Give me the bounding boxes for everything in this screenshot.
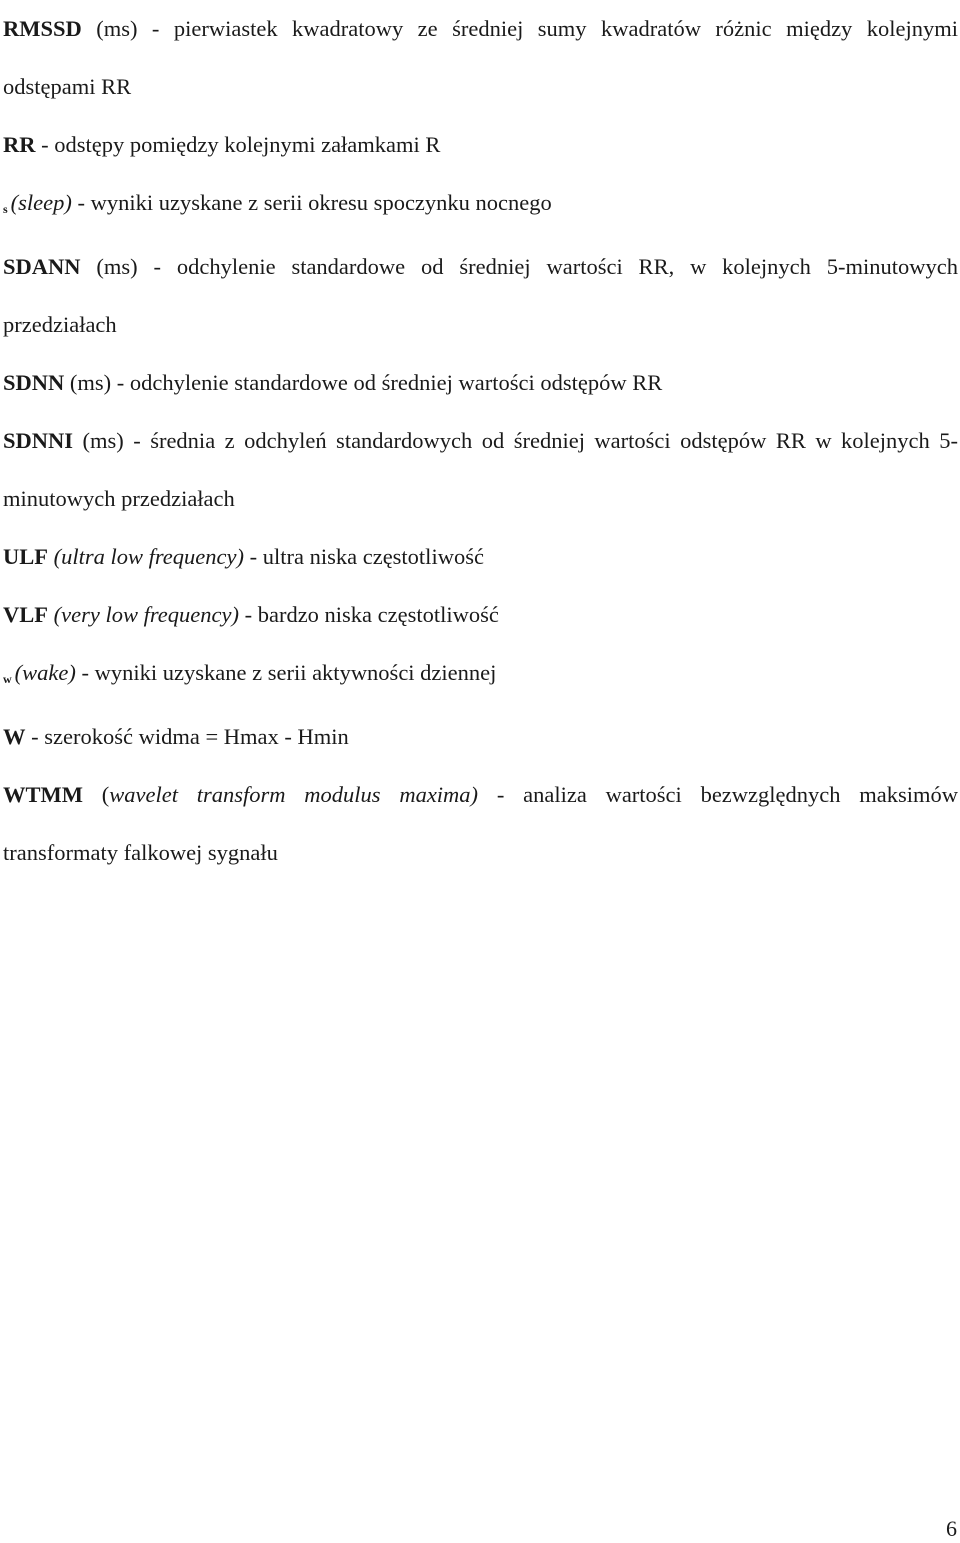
glossary-entry-wtmm xyxy=(3,766,958,882)
glossary-subscript: w xyxy=(3,672,12,686)
glossary-term: W xyxy=(3,724,26,749)
glossary-definition: - ultra niska częstotliwość xyxy=(249,544,484,569)
glossary-definition: (ms) - odchylenie standardowe od średniej wartości odstępów RR xyxy=(69,370,663,395)
glossary-term: SDNN xyxy=(3,370,65,395)
glossary-definition: (ms) - odchylenie standardowe od średniej wartości RR, w kolejnych 5-minutowych przedziałach xyxy=(3,254,959,337)
glossary-subscript: s xyxy=(3,202,8,216)
glossary-entry-vlf xyxy=(3,586,958,644)
glossary-term: WTMM xyxy=(3,782,83,807)
glossary-term: VLF xyxy=(3,602,48,627)
glossary-definition: - wyniki uzyskane z serii okresu spoczynku nocnego xyxy=(77,190,552,215)
glossary-definition: - wyniki uzyskane z serii aktywności dziennej xyxy=(81,660,497,685)
glossary-definition: (ms) - pierwiastek kwadratowy ze średniej sumy kwadratów różnic między kolejnymi odstępami RR xyxy=(3,16,959,99)
glossary-definition: - analiza wartości bezwzględnych maksimów transformaty falkowej sygnału xyxy=(3,782,959,865)
glossary-definition: - bardzo niska częstotliwość xyxy=(244,602,499,627)
glossary-entry-wake xyxy=(3,644,958,708)
glossary-term-italic: (wake) xyxy=(14,660,76,685)
glossary-term-italic: wavelet transform modulus maxima) xyxy=(109,782,479,807)
glossary-definition: - szerokość widma = Hmax - Hmin xyxy=(31,724,349,749)
glossary-entry-rmssd xyxy=(3,0,958,116)
page-number: 6 xyxy=(946,1516,957,1541)
glossary-entry-sdann xyxy=(3,238,958,354)
glossary-entry-w xyxy=(3,708,958,766)
glossary-entry-sdnni xyxy=(3,412,958,528)
glossary-term: SDNNI xyxy=(3,428,74,453)
glossary-entry-ulf xyxy=(3,528,958,586)
glossary-entry-sleep xyxy=(3,174,958,238)
glossary-term: RR xyxy=(3,132,36,157)
glossary-entry-rr xyxy=(3,116,958,174)
glossary-definition: - odstępy pomiędzy kolejnymi załamkami R xyxy=(41,132,441,157)
glossary-term: ULF xyxy=(3,544,48,569)
glossary-term-italic: (sleep) xyxy=(10,190,72,215)
glossary-term-italic: (very low frequency) xyxy=(53,602,239,627)
glossary-term: RMSSD xyxy=(3,16,82,41)
abbreviation-glossary xyxy=(3,0,958,882)
glossary-term-italic: (ultra low frequency) xyxy=(53,544,244,569)
glossary-paren: ( xyxy=(101,782,110,807)
glossary-definition: (ms) - średnia z odchyleń standardowych od średniej wartości odstępów RR w kolejnych 5-minutowych przedziałach xyxy=(3,428,958,511)
glossary-entry-sdnn xyxy=(3,354,958,412)
glossary-term: SDANN xyxy=(3,254,81,279)
